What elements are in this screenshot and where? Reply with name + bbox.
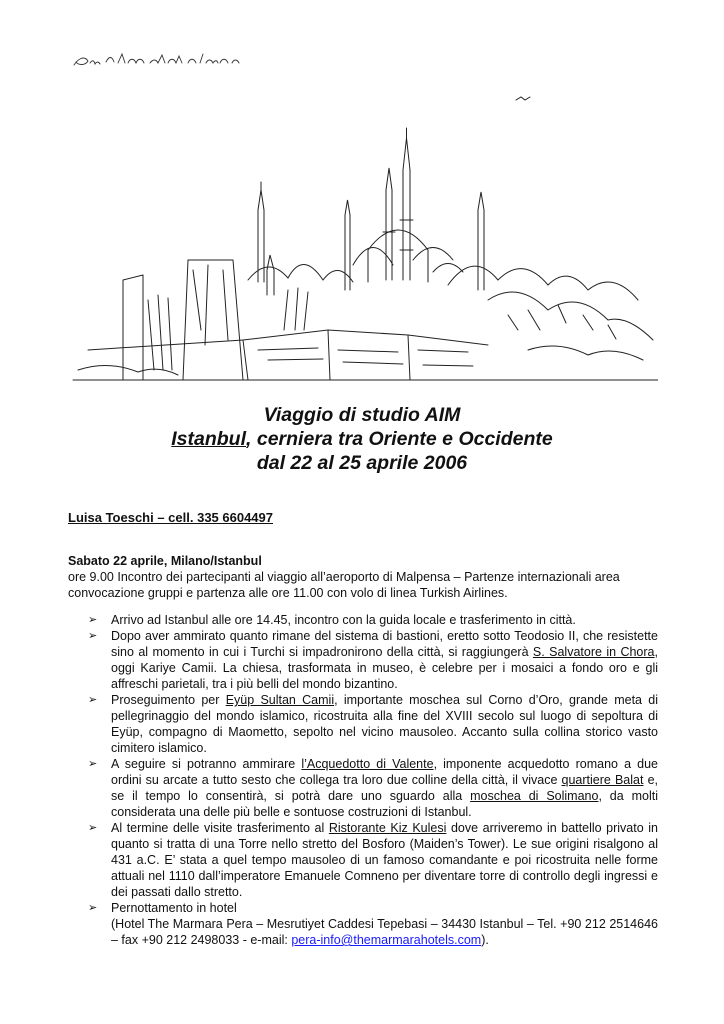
- hotel-details: (Hotel The Marmara Pera – Mesrutiyet Caddesi Tepebasi – 34430 Istanbul – Tel. +90 212 2514646 – fax +90 212 2498033 - e-mail:: [111, 917, 658, 947]
- item-text: , imponente acquedotto romano a due ordini su arcate a tutto sesto che collega tra loro due colline della città, il vivace: [111, 757, 658, 787]
- item-text: Dopo aver ammirato quanto rimane del sistema di bastioni, eretto sotto Teodosio II, che resistette sino al momento in cui i Turchi si impadronirono della città, si raggiungerà: [111, 629, 658, 659]
- title-city: Istanbul: [171, 428, 247, 450]
- item-text: dove arriveremo in battello privato in quanto si tratta di una Torre nello stretto del Bosforo (Maiden’s Tower). Le sue origini risalgono al 431 a.C. E’ stata a quel tempo mausoleo di un famoso comandante e poi ricostruita nelle forme attuali nel 1110 dall’imperatore Emanuele Comneno per diventare torre di controllo degli ingressi e dei passati dallo stretto.: [111, 821, 658, 899]
- item-text: e, se il tempo lo consentirà, si potrà dare uno sguardo alla: [111, 773, 658, 803]
- item-text: , da molti considerata una delle più belle e sontuose costruzioni di Istanbul.: [111, 789, 658, 819]
- arrow-bullet-icon: ➢: [88, 694, 98, 706]
- item-text: , importante moschea sul Corno d’Oro, grande meta di pellegrinaggio del mondo islamico, ricostruita alla fine del XVIII secolo sul luogo di sepoltura di Eyüp, compagno di Maometto, sepolto nel vicino mausoleo. Accanto sulla collina storico vasto cimitero islamico.: [111, 693, 659, 755]
- istanbul-sketch-illustration: [68, 50, 658, 395]
- list-item: [68, 628, 658, 692]
- place-name: moschea di Solimano: [470, 789, 599, 803]
- arrow-bullet-icon: ➢: [88, 822, 98, 834]
- day-section: [68, 553, 658, 601]
- place-name: l’Acquedotto di Valente: [301, 757, 434, 771]
- list-item: [68, 900, 658, 948]
- title-subtitle: , cerniera tra Oriente e Occidente: [246, 428, 553, 450]
- list-item: [68, 612, 658, 628]
- document-title: [0, 403, 724, 475]
- item-text: Proseguimento per: [111, 693, 226, 707]
- sketch-caption: [68, 50, 258, 77]
- item-text: A seguire si potranno ammirare: [111, 757, 302, 771]
- title-line-2: [0, 427, 724, 451]
- day-title: Sabato 22 aprile, Milano/Istanbul: [68, 554, 262, 568]
- title-line-1: Viaggio di studio AIM: [263, 404, 461, 426]
- list-item: [68, 756, 658, 820]
- arrow-bullet-icon: ➢: [88, 614, 98, 626]
- handwritten-caption-image: [68, 50, 258, 72]
- arrow-bullet-icon: ➢: [88, 758, 98, 770]
- item-text: Al termine delle visite trasferimento al: [111, 821, 329, 835]
- skyline-drawing: [68, 50, 658, 395]
- place-name: S. Salvatore in Chora: [532, 645, 655, 659]
- place-name: quartiere Balat: [561, 773, 644, 787]
- contact-line: Luisa Toeschi – cell. 335 6604497: [68, 510, 273, 525]
- title-dates: dal 22 al 25 aprile 2006: [256, 452, 468, 474]
- itinerary-list: [68, 612, 658, 948]
- arrow-bullet-icon: ➢: [88, 902, 98, 914]
- day-intro: ore 9.00 Incontro dei partecipanti al viaggio all’aeroporto di Malpensa – Partenze internazionali area convocazione gruppi e partenza alle ore 11.00 con volo di linea Turkish Airlines.: [68, 570, 620, 600]
- item-text: ).: [481, 933, 489, 947]
- list-item: [68, 820, 658, 900]
- arrow-bullet-icon: ➢: [88, 630, 98, 642]
- item-text: Arrivo ad Istanbul alle ore 14.45, incontro con la guida locale e trasferimento in città.: [111, 613, 576, 627]
- list-item: [68, 692, 658, 756]
- item-text: , oggi Kariye Camii. La chiesa, trasformata in museo, è celebre per i mosaici a fondo oro e gli affreschi parietali, tra i più belli del mondo bizantino.: [111, 645, 658, 691]
- place-name: Eyüp Sultan Camii: [225, 693, 335, 707]
- item-text: Pernottamento in hotel: [111, 901, 237, 915]
- email-link[interactable]: pera-info@themarmarahotels.com: [291, 933, 482, 947]
- place-name: Ristorante Kiz Kulesi: [328, 821, 447, 835]
